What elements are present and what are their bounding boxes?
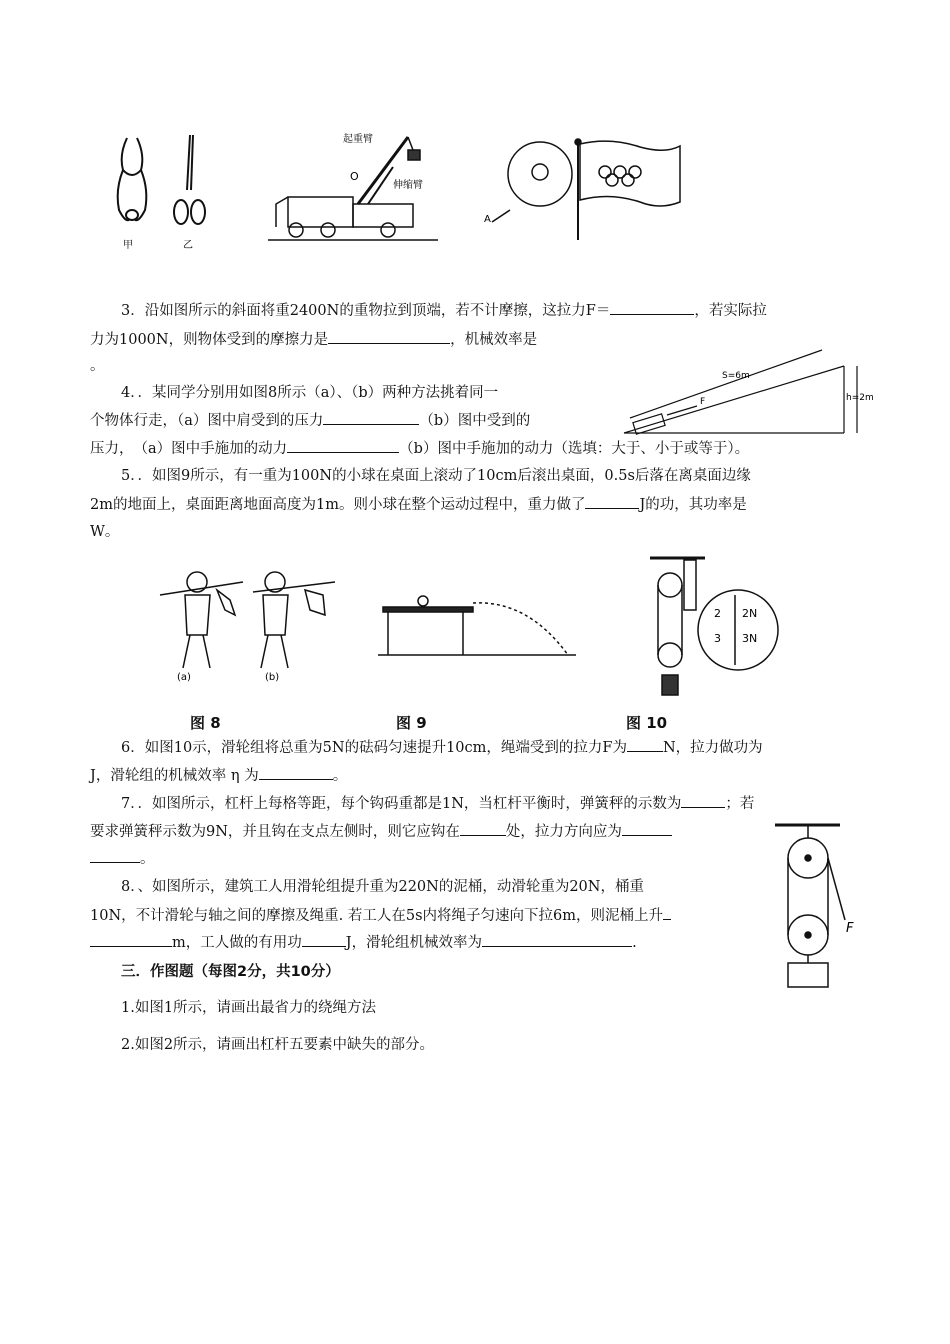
q6-blank-tension[interactable] (627, 737, 663, 752)
pulley-system-figure (770, 820, 870, 990)
section3-item2: 2.如图2所示，请画出杠杆五要素中缺失的部分。 (121, 1037, 435, 1053)
flagpole-label-a: A (484, 214, 491, 225)
tools-label-yi: 乙 (183, 240, 193, 251)
q6-blank-efficiency[interactable] (259, 765, 333, 780)
q8-line3: m，工人做的有用功 J，滑轮组机械效率为 . (90, 932, 637, 953)
fig8-sub-b: (b) (265, 672, 280, 683)
incline-figure (622, 338, 877, 438)
q7-line2: 要求弹簧秤示数为9N，并且钩在支点左侧时，则它应钩在 处，拉力方向应为 (90, 821, 672, 842)
tools-label-jia: 甲 (123, 240, 133, 251)
tools-figure (105, 130, 225, 255)
q7-line1: 7．．如图所示，杠杆上每格等距，每个钩码重都是1N，当杠杆平衡时，弹簧秤的示数为 ；若 (121, 793, 754, 814)
fig8-carrying-figure (155, 560, 340, 685)
crane-label-boom: 起重臂 (343, 134, 373, 145)
crane-truck-figure (268, 122, 440, 247)
scissors-drawing (174, 135, 205, 224)
q4-blank-hand[interactable] (287, 438, 399, 453)
q5-line2: 2m的地面上，桌面距离地面高度为1m。则小球在整个运动过程中，重力做了 J的功，其功率是 (90, 494, 747, 515)
fig10-scale-3: 3 (714, 632, 721, 645)
caption-fig9: 图 9 (396, 714, 427, 732)
q5-blank-work[interactable] (585, 494, 639, 509)
q7-blank-reading[interactable] (681, 793, 725, 808)
q3-line1: 3．沿如图所示的斜面将重2400N的重物拉到顶端，若不计摩擦，这拉力F＝ ，若实际拉 (121, 300, 767, 321)
fig10-pulley-scale-figure (650, 550, 780, 700)
caption-fig8: 图 8 (190, 714, 221, 732)
q3-blank-friction[interactable] (328, 329, 450, 344)
fig10-scale-3n: 3N (742, 632, 758, 645)
q4-line2: 个物体行走，（a）图中肩受到的压力 （b）图中受到的 (90, 410, 530, 431)
section3-heading: 三．作图题（每图2分，共10分） (121, 964, 340, 980)
q5-line3: W。 (90, 524, 120, 540)
q4-line1: 4．．某同学分别用如图8所示（a）、（b）两种方法挑着同一 (121, 385, 499, 401)
q7-blank-direction-cont[interactable] (90, 848, 140, 863)
q7-blank-position[interactable] (460, 821, 506, 836)
pliers-drawing (118, 138, 147, 220)
q8-line1: 8．、如图所示，建筑工人用滑轮组提升重为220N的泥桶，动滑轮重为20N，桶重 (121, 879, 644, 895)
incline-slope-label: S=6m (722, 371, 750, 381)
q7-blank-direction[interactable] (622, 821, 672, 836)
q3-line2: 力为1000N，则物体受到的摩擦力是 ，机械效率是 (90, 329, 537, 350)
q8-blank-rise[interactable] (90, 932, 172, 947)
incline-force-label: F (700, 397, 706, 407)
q6-line2: J，滑轮组的机械效率 η 为 。 (90, 765, 347, 786)
fig9-ball-table-figure (378, 585, 578, 665)
q6-line1: 6．如图10示，滑轮组将总重为5N的砝码匀速提升10cm，绳端受到的拉力F为 N，拉力做功为 (121, 737, 763, 758)
pulley-force-label: F (846, 921, 854, 936)
q3-blank-force[interactable] (610, 300, 694, 315)
q4-blank-shoulder[interactable] (323, 410, 419, 425)
q8-line2: 10N，不计滑轮与轴之间的摩擦及绳重. 若工人在5s内将绳子匀速向下拉6m，则泥桶上升 (90, 905, 671, 926)
crane-label-telescopic: 伸缩臂 (393, 180, 423, 191)
flagpole-figure (480, 132, 685, 242)
q4-line3: 压力， （a）图中手施加的动力 （b）图中手施加的动力（选填：大于、小于或等于）。 (90, 438, 749, 459)
section3-item1: 1.如图1所示，请画出最省力的绕绳方法 (121, 1000, 377, 1016)
q8-blank-efficiency[interactable] (482, 932, 632, 947)
q3-line3: 。 (90, 358, 105, 374)
q8-blank-rise-start[interactable] (663, 905, 671, 920)
incline-height-label: h=2m (846, 393, 874, 403)
q7-line3: 。 (90, 848, 155, 869)
fig8-sub-a: (a) (177, 672, 191, 683)
fig10-scale-2n: 2N (742, 607, 758, 620)
q8-blank-useful-work[interactable] (302, 932, 346, 947)
q5-line1: 5．．如图9所示，有一重为100N的小球在桌面上滚动了10cm后滚出桌面，0.5s后落在离桌面边缘 (121, 468, 751, 484)
crane-label-o: O (350, 170, 359, 183)
caption-fig10: 图 10 (626, 714, 668, 732)
fig10-scale-2: 2 (714, 607, 721, 620)
